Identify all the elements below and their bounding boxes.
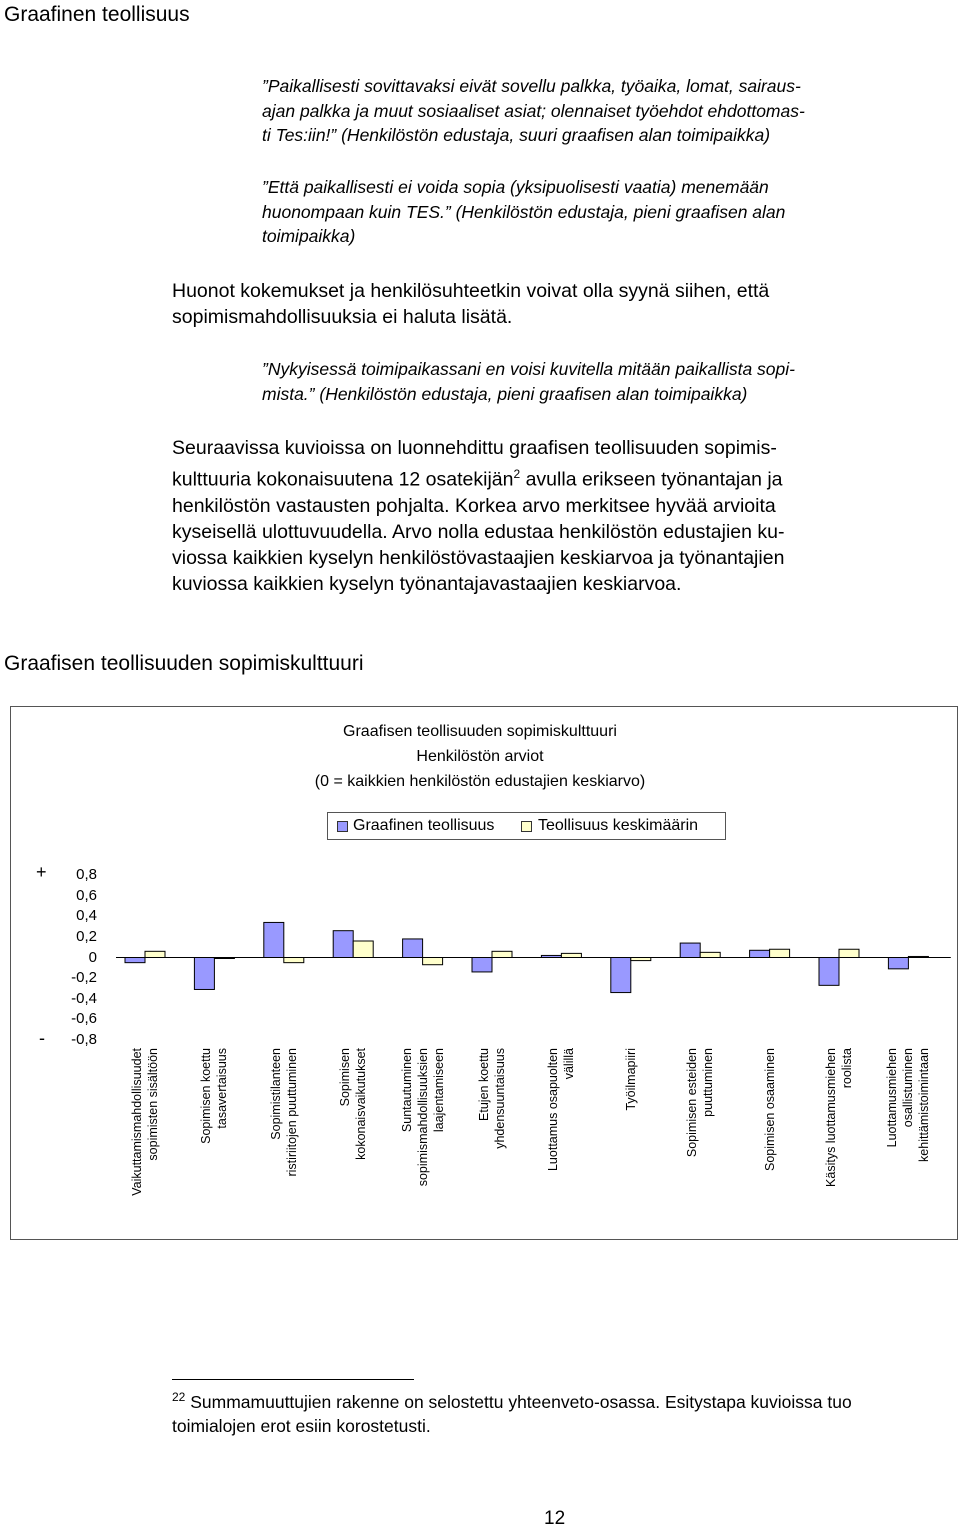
x-category-label [337, 1048, 369, 1238]
x-category-label [129, 1048, 161, 1238]
x-category-label-line: roolista [840, 1048, 854, 1089]
quote-2-line-1: ”Että paikallisesti ei voida sopia (yksipuolisesti vaatia) menemään [262, 177, 769, 197]
x-category-label-line: Luottamusmiehen [885, 1048, 900, 1148]
plus-sign: + [36, 862, 47, 882]
section-heading: Graafisen teollisuuden sopimiskulttuuri [4, 652, 364, 675]
footnote-text-1: Summamuuttujien rakenne on selostettu yhteenveto-osassa. Esitystapa kuvioissa tuo [190, 1391, 852, 1412]
bar-series-2-cat-7 [561, 953, 581, 957]
bar-series-2-cat-10 [770, 949, 790, 957]
y-tick-label: 0,8 [76, 866, 97, 883]
x-category-label-line: osallistuminen [901, 1048, 916, 1128]
x-category-label-line: Sopimisen osaaminen [762, 1048, 777, 1171]
quote-1-line-1: ”Paikallisesti sovittavaksi eivät sovellu palkka, työaika, lomat, sairaus- [262, 76, 801, 96]
x-category-label-line: yhdensuuntaisuus [493, 1048, 507, 1149]
bar-series-2-cat-9 [700, 952, 720, 957]
x-category-label [684, 1048, 716, 1238]
y-tick-label: -0,4 [71, 989, 97, 1007]
footnote-rule [172, 1379, 414, 1380]
footnote-ref: 2 [513, 467, 521, 481]
x-category-label-line: Sopimisen esteiden [685, 1048, 700, 1158]
x-category-label-line: Sopimisen [338, 1048, 353, 1107]
x-category-label [198, 1048, 230, 1238]
x-category-label-line: sopimisten sisältöön [146, 1048, 160, 1161]
quote-1-line-3: ti Tes:iin!” (Henkilöstön edustaja, suuri graafisen alan toimipaikka) [262, 125, 771, 145]
chart-title-line-2: Henkilöstön arviot [416, 748, 544, 765]
bar-series-2-cat-12 [908, 956, 928, 957]
bar-series-1-cat-11 [819, 958, 839, 986]
x-category-label [545, 1048, 577, 1238]
x-category-label [268, 1048, 300, 1238]
paragraph-1-line-1: Huonot kokemukset ja henkilösuhteetkin voivat olla syynä siihen, että [172, 280, 770, 302]
footnote [172, 1385, 952, 1438]
x-category-label-line: kokonaisvaikutukset [354, 1048, 369, 1160]
x-category-label-line: Käsitys luottamusmiehen [824, 1048, 838, 1187]
paragraph-1-line-2: sopimismahdollisuuksia ei haluta lisätä. [172, 306, 513, 328]
quote-3-line-1: ”Nykyisessä toimipaikassani en voisi kuvitella mitään paikallista sopi- [262, 359, 795, 379]
bar-series-1-cat-6 [472, 958, 492, 972]
legend-label-series-1: Graafinen teollisuus [353, 817, 495, 834]
quote-3-line-2: mista.” (Henkilöstön edustaja, pieni graafisen alan toimipaikka) [262, 383, 748, 404]
x-category-label-line: ristiriitojen puuttuminen [284, 1048, 299, 1177]
paragraph-2-line-4: kyseisellä ulottuvuudella. Arvo nolla edustaa henkilöstön edustajien ku- [172, 520, 785, 543]
bar-series-1-cat-5 [403, 939, 423, 958]
paragraph-2-line-6: kuviossa kaikkien kyselyn työnantajavastaajien keskiarvoa. [172, 572, 682, 595]
bar-series-2-cat-3 [284, 958, 304, 963]
paragraph-2-line-3: henkilöstön vastausten pohjalta. Korkea arvo merkitsee hyvää arvioita [172, 494, 776, 517]
bar-series-2-cat-1 [145, 951, 165, 957]
bar-series-1-cat-12 [888, 958, 908, 969]
quote-2-line-2: huonompaan kuin TES.” (Henkilöstön edustaja, pieni graafisen alan [262, 201, 786, 222]
bar-series-2-cat-6 [492, 951, 512, 957]
x-category-label-line: Etujen koettu [477, 1048, 491, 1121]
bar-series-1-cat-10 [750, 950, 770, 957]
bar-series-1-cat-7 [541, 955, 561, 957]
y-tick-label: 0,2 [76, 927, 97, 945]
x-category-label-line: puuttuminen [701, 1048, 716, 1117]
page-number: 12 [544, 1508, 566, 1529]
paragraph-2-line-1: Seuraavissa kuvioissa on luonnehdittu graafisen teollisuuden sopimis- [172, 437, 777, 459]
x-category-label-line: kehittämistoimintaan [917, 1048, 932, 1162]
bar-series-1-cat-3 [264, 922, 284, 957]
paragraph-2-line-2-start: kulttuuria kokonaisuutena 12 osatekijän [172, 468, 514, 491]
legend-label-series-2: Teollisuus keskimäärin [538, 817, 699, 834]
y-tick-label: -0,8 [71, 1031, 97, 1048]
x-category-label-line: Vaikuttamismahdollisuudet [130, 1048, 144, 1196]
paragraph-2-line-2-end: avulla erikseen työnantajan ja [520, 468, 783, 491]
x-category-label-line: sopimismahdollisuuksien [415, 1048, 430, 1187]
footnote-line-2: toimialojen erot esiin korostetusti. [172, 1415, 431, 1436]
minus-sign: - [39, 1028, 45, 1048]
y-tick-label: 0 [88, 948, 97, 966]
chart-title-line-1: Graafisen teollisuuden sopimiskulttuuri [343, 723, 617, 740]
x-category-label-line: Työilmapiiri [623, 1048, 638, 1111]
bar-series-2-cat-4 [353, 941, 373, 958]
y-tick-label: -0,2 [71, 969, 97, 987]
footnote-line-1 [172, 1385, 952, 1414]
bar-series-1-cat-2 [194, 958, 214, 990]
bar-series-2-cat-8 [631, 958, 651, 961]
y-tick-label: 0,6 [76, 886, 97, 904]
y-tick-label: -0,6 [71, 1010, 97, 1028]
paragraph-2-line-5: viossa kaikkien kyselyn henkilöstövastaajien keskiarvoa ja työnantajien [172, 546, 785, 569]
bar-series-2-cat-5 [423, 958, 443, 965]
bar-series-1-cat-1 [125, 958, 145, 963]
x-category-label [476, 1048, 508, 1238]
footnote-number: 22 [172, 1390, 186, 1404]
x-category-label-line: Luottamus osapuolten [546, 1048, 561, 1172]
x-category-label [399, 1048, 447, 1238]
page-heading: Graafinen teollisuus [4, 3, 190, 26]
x-category-label-line: tasavertaisuus [215, 1048, 230, 1129]
bar-series-1-cat-9 [680, 943, 700, 957]
bar-series-2-cat-2 [214, 958, 234, 959]
bar-series-1-cat-4 [333, 931, 353, 958]
x-category-label [623, 1048, 639, 1238]
bar-series-2-cat-11 [839, 949, 859, 957]
x-category-label [823, 1048, 855, 1238]
x-category-label-line: Suntautuminen [399, 1048, 414, 1133]
y-tick-label: 0,4 [76, 907, 97, 925]
x-category-label [762, 1048, 778, 1238]
quote-2-line-3: toimipaikka) [262, 226, 356, 246]
x-category-label-line: Sopimistilanteen [268, 1048, 283, 1140]
bar-series-1-cat-8 [611, 958, 631, 993]
x-category-label [884, 1048, 932, 1238]
quote-1-line-2: ajan palkka ja muut sosiaaliset asiat; olennaiset työehdot ehdottomas- [262, 100, 805, 121]
x-category-label-line: Sopimisen koettu [199, 1048, 214, 1144]
x-category-label-line: välillä [562, 1048, 577, 1080]
chart-title-line-3: (0 = kaikkien henkilöstön edustajien keskiarvo) [314, 773, 646, 790]
x-category-label-line: laajentamiseen [431, 1048, 446, 1133]
